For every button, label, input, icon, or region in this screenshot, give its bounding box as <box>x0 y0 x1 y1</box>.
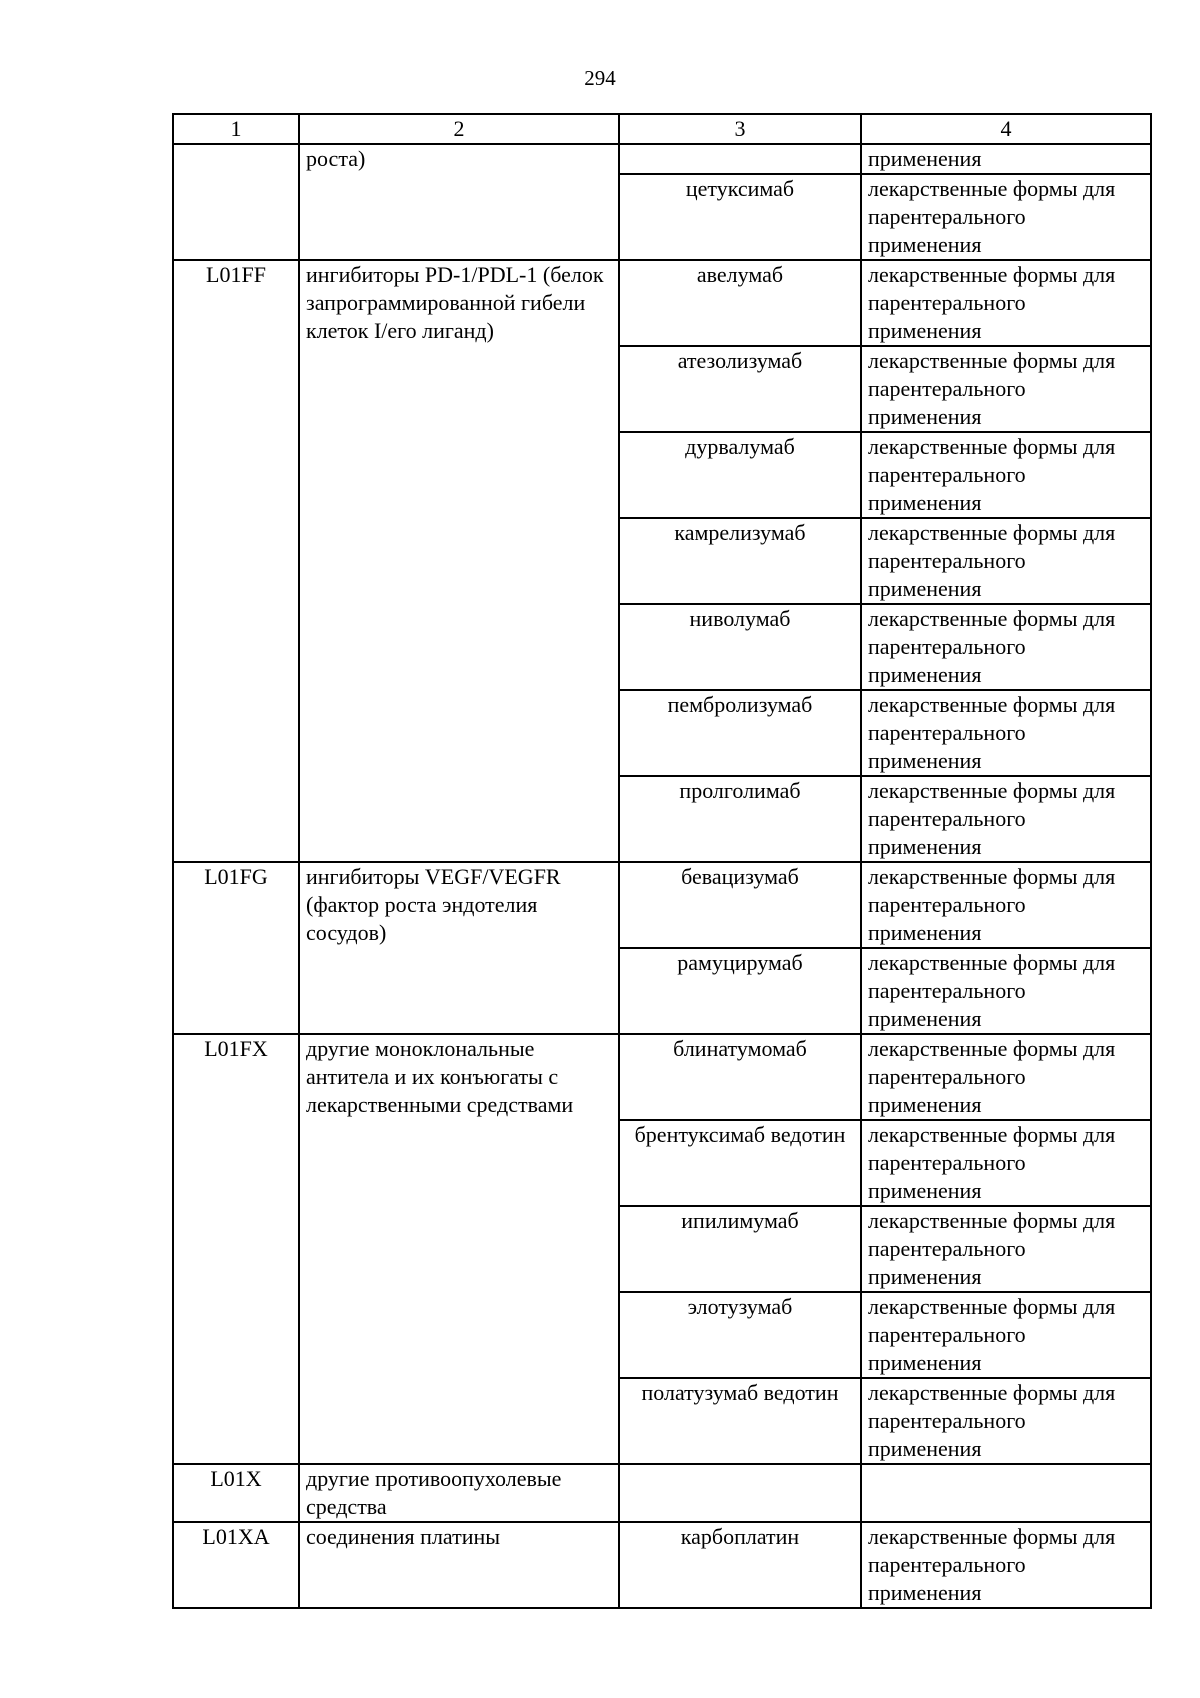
drug-name-cell <box>619 1464 861 1522</box>
drug-name-cell <box>619 144 861 174</box>
group-name-cell: другие моноклональные антитела и их конъюгаты с лекарственными средствами <box>299 1034 619 1464</box>
group-name-cell: соединения платины <box>299 1522 619 1608</box>
table-row <box>173 862 1151 948</box>
drug-name-cell: пембролизумаб <box>619 690 861 776</box>
dosage-form-cell: лекарственные формы для парентерального применения <box>861 1120 1151 1206</box>
drug-table <box>172 113 1152 1609</box>
atc-code-cell: L01FG <box>173 862 299 1034</box>
dosage-form-cell: лекарственные формы для парентерального применения <box>861 432 1151 518</box>
table-row <box>173 144 1151 174</box>
table-row <box>173 1464 1151 1522</box>
group-name-cell: другие противоопухолевые средства <box>299 1464 619 1522</box>
dosage-form-cell: лекарственные формы для парентерального применения <box>861 1292 1151 1378</box>
atc-code-cell: L01X <box>173 1464 299 1522</box>
dosage-form-cell: лекарственные формы для парентерального применения <box>861 174 1151 260</box>
column-header-3: 3 <box>619 114 861 144</box>
column-header-2: 2 <box>299 114 619 144</box>
dosage-form-cell: лекарственные формы для парентерального применения <box>861 260 1151 346</box>
header-row <box>173 114 1151 144</box>
drug-name-cell: карбоплатин <box>619 1522 861 1608</box>
drug-name-cell: блинатумомаб <box>619 1034 861 1120</box>
dosage-form-cell: лекарственные формы для парентерального применения <box>861 1206 1151 1292</box>
dosage-form-cell: лекарственные формы для парентерального применения <box>861 518 1151 604</box>
dosage-form-cell: лекарственные формы для парентерального применения <box>861 690 1151 776</box>
drug-name-cell: элотузумаб <box>619 1292 861 1378</box>
atc-code-cell: L01XA <box>173 1522 299 1608</box>
dosage-form-cell: лекарственные формы для парентерального применения <box>861 776 1151 862</box>
drug-name-cell: бевацизумаб <box>619 862 861 948</box>
table-row <box>173 1034 1151 1120</box>
dosage-form-cell: лекарственные формы для парентерального применения <box>861 948 1151 1034</box>
drug-name-cell: ипилимумаб <box>619 1206 861 1292</box>
dosage-form-cell: лекарственные формы для парентерального применения <box>861 862 1151 948</box>
dosage-form-cell: лекарственные формы для парентерального применения <box>861 604 1151 690</box>
group-name-cell: ингибиторы VEGF/VEGFR (фактор роста эндотелия сосудов) <box>299 862 619 1034</box>
dosage-form-cell: лекарственные формы для парентерального применения <box>861 346 1151 432</box>
drug-name-cell: ниволумаб <box>619 604 861 690</box>
column-header-1: 1 <box>173 114 299 144</box>
drug-name-cell: брентуксимаб ведотин <box>619 1120 861 1206</box>
table-row <box>173 260 1151 346</box>
table-row <box>173 1522 1151 1608</box>
group-name-cell: ингибиторы PD-1/PDL-1 (белок запрограммированной гибели клеток I/его лиганд) <box>299 260 619 862</box>
drug-name-cell: авелумаб <box>619 260 861 346</box>
drug-name-cell: дурвалумаб <box>619 432 861 518</box>
column-header-4: 4 <box>861 114 1151 144</box>
drug-name-cell: камрелизумаб <box>619 518 861 604</box>
atc-code-cell: L01FF <box>173 260 299 862</box>
dosage-form-cell: применения <box>861 144 1151 174</box>
atc-code-cell: L01FX <box>173 1034 299 1464</box>
drug-name-cell: рамуцирумаб <box>619 948 861 1034</box>
drug-name-cell: цетуксимаб <box>619 174 861 260</box>
atc-code-cell <box>173 144 299 260</box>
drug-name-cell: пролголимаб <box>619 776 861 862</box>
dosage-form-cell: лекарственные формы для парентерального применения <box>861 1378 1151 1464</box>
dosage-form-cell: лекарственные формы для парентерального применения <box>861 1034 1151 1120</box>
drug-name-cell: атезолизумаб <box>619 346 861 432</box>
group-name-cell: роста) <box>299 144 619 260</box>
drug-name-cell: полатузумаб ведотин <box>619 1378 861 1464</box>
dosage-form-cell: лекарственные формы для парентерального применения <box>861 1522 1151 1608</box>
dosage-form-cell <box>861 1464 1151 1522</box>
page-number: 294 <box>584 66 616 90</box>
